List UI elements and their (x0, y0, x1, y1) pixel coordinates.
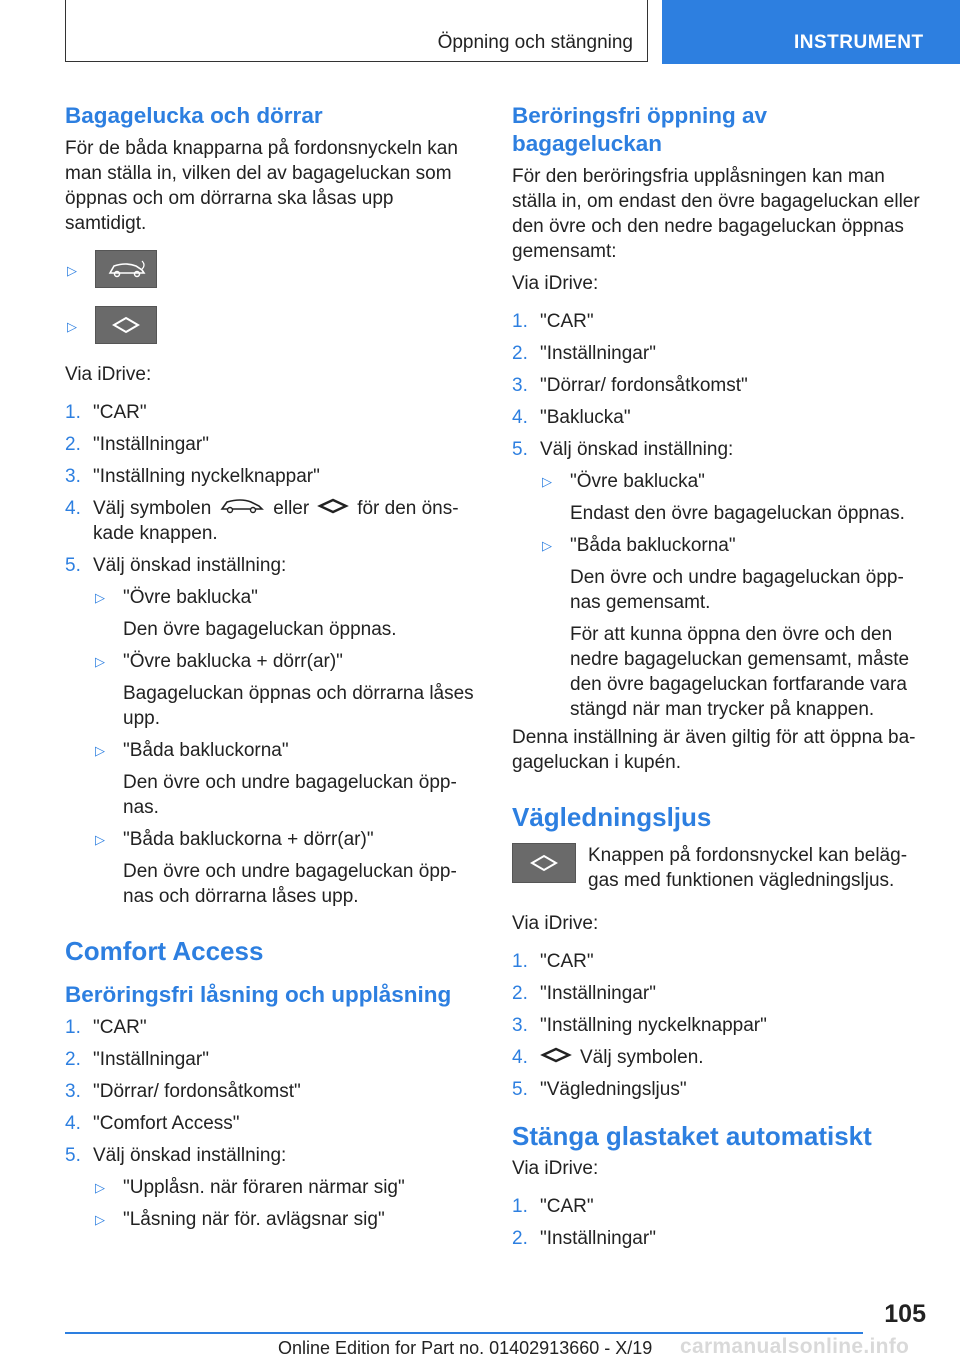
list-item: 2. "Inställningar" (65, 434, 209, 455)
header-section-title: Öppning och stängning (437, 32, 633, 53)
header-frame (65, 0, 648, 62)
list-item: 2. "Inställningar" (512, 343, 656, 364)
list-item: ▷ "Övre baklucka + dörr(ar)" Bagageluckan öppnas och dörrarna låses upp. (95, 651, 474, 730)
list-item: 2. "Inställningar" (65, 1049, 209, 1071)
list-item: 1. "CAR" (65, 402, 147, 423)
list-item: ▷ "Båda bakluckorna + dörr(ar)" Den övre och undre bagageluckan öppnas och dörrarna låses upp. (95, 829, 457, 908)
via-idrive-label: Via iDrive: (65, 364, 152, 385)
icon-row-guide (65, 306, 477, 346)
para-guide: Knappen på fordonsnyckel kan beläggas med funktionen vägledningsljus. (588, 845, 908, 891)
car-trunk-key-icon (95, 250, 157, 288)
via-idrive-label: Via iDrive: (512, 273, 599, 294)
para-bagagelucka: För de båda knapparna på fordonsnyckeln kan man ställa in, vilken del av bagageluckan som öppnas och om dörrarna ska låsas upp samtidigt. (65, 138, 458, 234)
car-outline-icon (219, 496, 265, 521)
list-item: 1. "CAR" (512, 951, 594, 972)
diamond-icon (540, 1045, 572, 1070)
list-item: 5. Välj önskad inställning: ▷ "Upplåsn. när föraren närmar sig" ▷ "Låsning när för. avlägsnar sig" (65, 1143, 477, 1232)
list-item: ▷ "Låsning när för. avlägsnar sig" (95, 1209, 385, 1231)
heading-comfort-access: Comfort Access (65, 936, 264, 967)
options-list-comfort (93, 1175, 477, 1232)
list-item: 2. "Inställningar" (512, 983, 656, 1004)
list-item: 4. Välj symbolen. (512, 1045, 922, 1070)
icon-row-car (65, 250, 477, 290)
list-item: ▷ "Upplåsn. när föraren närmar sig" (95, 1177, 405, 1199)
right-column (512, 102, 922, 1258)
list-item: 5. "Vägledningsljus" (512, 1079, 687, 1101)
guide-row (512, 843, 922, 893)
page-number: 105 (884, 1300, 926, 1328)
left-column (65, 102, 477, 1239)
steps-list-guide (512, 949, 922, 1102)
list-item: 4. "Comfort Access" (65, 1113, 240, 1135)
list-item: 4. "Baklucka" (512, 407, 631, 428)
triangle-marker-icon: ▷ (67, 319, 77, 334)
list-item: 3. "Inställning nyckelknappar" (512, 1015, 767, 1036)
steps-list-comfort (65, 1015, 477, 1232)
list-item: ▷ "Båda bakluckorna" Den övre och undre bagageluckan öppnas. (95, 740, 457, 819)
heading-bagagelucka: Bagagelucka och dörrar (65, 103, 323, 128)
list-item: 3. "Dörrar/ fordonsåtkomst" (65, 1081, 301, 1103)
header-tab-instrument[interactable]: INSTRUMENT (662, 0, 960, 64)
diamond-key-icon (95, 306, 157, 344)
diamond-key-icon (512, 843, 576, 883)
watermark: carmanualsonline.info (680, 1335, 910, 1358)
options-list-bagage (93, 585, 477, 909)
list-item: ▷ "Övre baklucka" Den övre bagageluckan öppnas. (95, 587, 397, 641)
list-item: 2. "Inställningar" (512, 1228, 656, 1250)
list-item: ▷ "Övre baklucka" Endast den övre bagageluckan öppnas. (542, 471, 905, 524)
diamond-icon (317, 496, 349, 521)
via-idrive-label: Via iDrive: (512, 1158, 599, 1180)
via-idrive-label: Via iDrive: (512, 913, 599, 934)
heading-vagledningsljus: Vägledningsljus (512, 802, 712, 832)
para-valid: Denna inställning är även giltig för att öppna bagageluckan i kupén. (512, 727, 916, 773)
triangle-marker-icon: ▷ (67, 263, 77, 278)
heading-glastak: Stänga glastaket automatiskt (512, 1121, 872, 1152)
list-item: 5. Välj önskad inställning: ▷ "Övre baklucka" Endast den övre bagageluckan öppnas. ▷ "Båda bakluckorna" Den övre och undre bagageluckan öppnas gemensamt. För att kunna öppna den övre och den nedre bagageluckan gemensamt, måste den övre bagageluckan fortfarande vara stängd när man trycker på knappen. (512, 437, 922, 722)
list-item: 1. "CAR" (512, 311, 594, 332)
list-item: 3. "Inställning nyckelknappar" (65, 466, 320, 487)
list-item: 1. "CAR" (65, 1017, 147, 1039)
heading-touchless-lock: Beröringsfri låsning och upplåsning (65, 982, 452, 1008)
list-item: 1. "CAR" (512, 1196, 594, 1218)
heading-touchless-open: Beröringsfri öppning av bagageluckan (512, 103, 768, 156)
para-touchless: För den beröringsfria upplåsningen kan man ställa in, om endast den övre bagageluckan eller den övre och den nedre bagageluckan öppnas gemensamt: (512, 166, 920, 262)
options-list-touchless (540, 469, 922, 722)
list-item: 5. Välj önskad inställning: ▷ "Övre baklucka" Den övre bagageluckan öppnas. ▷ "Övre baklucka + dörr(ar)" Bagageluckan öppnas och dörrarna låses upp. ▷ "Båda bakluckorna" Den övre och undre bagageluckan öppnas. ▷ "Båda bakluckorna + dörr(ar)" Den övre och undre bagageluckan öppnas och dörrarna låses upp. (65, 553, 477, 909)
list-item: ▷ "Båda bakluckorna" Den övre och undre bagageluckan öppnas gemensamt. För att kunna öppna den övre och den nedre bagageluckan gemensamt, måste den övre bagageluckan fortfarande vara stängd när man trycker på knappen. (542, 535, 910, 720)
list-item: 4. Välj symbolen eller för den önskade knappen. (65, 498, 459, 545)
list-item: 3. "Dörrar/ fordonsåtkomst" (512, 375, 748, 396)
steps-list-bagage (65, 400, 477, 909)
steps-list-roof (512, 1194, 922, 1251)
footer-edition: Online Edition for Part no. 01402913660 - X/19 (278, 1338, 653, 1358)
steps-list-touchless (512, 309, 922, 722)
